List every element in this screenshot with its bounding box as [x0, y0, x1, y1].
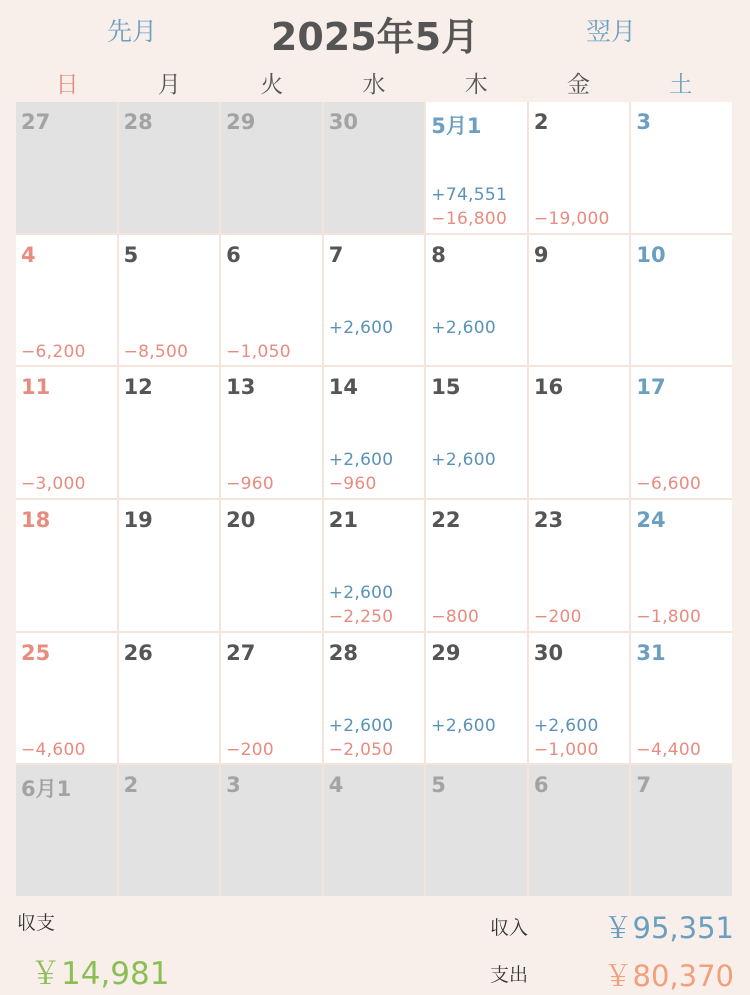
day-expense: −2,050 — [328, 739, 394, 760]
day-number: 24 — [636, 508, 666, 532]
expense-total: ￥80,370 — [603, 959, 734, 993]
previous-month-button[interactable]: 先月 — [107, 17, 158, 46]
day-number: 11 — [21, 375, 51, 400]
calendar-day-outside[interactable] — [119, 102, 220, 233]
calendar-day[interactable] — [221, 633, 322, 764]
calendar-day-outside[interactable] — [221, 102, 322, 233]
day-number: 27 — [21, 110, 51, 134]
day-expense: −3,000 — [21, 474, 86, 495]
day-income: +2,600 — [431, 715, 496, 736]
calendar-day[interactable] — [221, 367, 322, 498]
calendar-day[interactable] — [221, 235, 322, 366]
day-number: 6 — [226, 242, 241, 267]
calendar-day[interactable] — [529, 367, 630, 498]
day-number: 4 — [21, 242, 36, 267]
day-income: +2,600 — [431, 317, 496, 338]
day-number: 16 — [533, 375, 564, 400]
day-number: 5月1 — [431, 114, 482, 138]
calendar-day-outside[interactable] — [16, 102, 117, 233]
calendar-day-outside[interactable] — [324, 102, 425, 233]
weekday-thursday: 木 — [464, 72, 488, 98]
day-number: 23 — [533, 508, 564, 532]
day-number: 5 — [123, 242, 139, 267]
calendar-day[interactable] — [631, 235, 732, 366]
calendar-day[interactable] — [426, 633, 527, 764]
day-expense: −2,250 — [328, 607, 394, 627]
calendar-day[interactable] — [16, 367, 117, 498]
calendar-day-outside[interactable] — [529, 765, 630, 896]
calendar-day[interactable] — [221, 500, 322, 631]
day-number: 9 — [533, 242, 549, 267]
weekday-wednesday: 水 — [362, 72, 386, 98]
income-total: ￥95,351 — [603, 911, 734, 945]
day-expense: −4,600 — [21, 739, 86, 760]
day-number: 14 — [328, 375, 358, 400]
day-number: 28 — [123, 110, 153, 134]
calendar-day[interactable] — [324, 633, 425, 764]
day-expense: −960 — [328, 474, 377, 495]
day-number: 2 — [533, 110, 549, 134]
day-expense: −200 — [533, 607, 582, 627]
day-number: 2 — [123, 773, 139, 798]
weekday-monday: 月 — [157, 72, 181, 98]
day-income: +2,600 — [431, 450, 496, 471]
calendar-day[interactable] — [529, 102, 630, 233]
calendar-day[interactable] — [119, 235, 220, 366]
day-number: 30 — [328, 110, 358, 134]
day-income: +2,600 — [328, 715, 394, 736]
calendar-grid — [16, 102, 732, 896]
day-number: 22 — [431, 508, 461, 532]
day-expense: −960 — [226, 474, 275, 495]
calendar-day[interactable] — [631, 633, 732, 764]
day-number: 20 — [226, 508, 256, 532]
weekday-saturday: 土 — [669, 72, 693, 98]
day-number: 29 — [431, 640, 461, 665]
calendar-day[interactable] — [529, 235, 630, 366]
day-expense: −1,050 — [226, 341, 291, 362]
calendar-day[interactable] — [16, 235, 117, 366]
calendar-day[interactable] — [324, 367, 425, 498]
day-number: 29 — [226, 110, 256, 134]
calendar-day[interactable] — [324, 235, 425, 366]
day-number: 27 — [226, 640, 256, 665]
expense-label: 支出 — [490, 964, 529, 986]
day-expense: −19,000 — [533, 209, 610, 229]
calendar-day[interactable] — [16, 633, 117, 764]
day-number: 7 — [328, 242, 344, 267]
calendar-day[interactable] — [119, 633, 220, 764]
calendar-day[interactable] — [426, 500, 527, 631]
day-expense: −4,400 — [636, 739, 702, 760]
day-number: 4 — [328, 773, 344, 798]
day-number: 30 — [533, 640, 564, 665]
day-number: 31 — [636, 640, 666, 665]
day-expense: −6,200 — [21, 341, 86, 362]
summary-footer — [0, 896, 750, 993]
day-expense: −200 — [226, 739, 275, 760]
day-number: 10 — [636, 242, 666, 267]
day-number: 19 — [123, 508, 153, 532]
day-expense: −8,500 — [123, 341, 189, 362]
calendar-day-outside[interactable] — [16, 765, 117, 896]
day-number: 3 — [226, 773, 241, 798]
calendar-day[interactable] — [324, 500, 425, 631]
day-number: 6月1 — [21, 777, 72, 802]
day-income: +74,551 — [431, 185, 508, 205]
calendar-day[interactable] — [529, 633, 630, 764]
weekday-header-row — [16, 66, 732, 102]
month-title: 2025年5月 — [270, 15, 480, 59]
day-number: 18 — [21, 508, 51, 532]
day-number: 28 — [328, 640, 358, 665]
weekday-friday: 金 — [567, 72, 591, 98]
day-income: +2,600 — [328, 583, 394, 603]
day-expense: −800 — [431, 607, 480, 627]
day-number: 21 — [328, 508, 358, 532]
day-expense: −1,000 — [533, 739, 599, 760]
day-expense: −16,800 — [431, 209, 508, 229]
calendar-day[interactable] — [631, 367, 732, 498]
day-number: 12 — [123, 375, 153, 400]
day-expense: −6,600 — [636, 474, 702, 495]
day-income: +2,600 — [533, 715, 599, 736]
calendar-header — [0, 0, 750, 62]
calendar-day[interactable] — [426, 235, 527, 366]
day-income: +2,600 — [328, 450, 394, 471]
calendar-day[interactable] — [426, 367, 527, 498]
weekday-sunday: 日 — [55, 72, 79, 98]
balance-label: 収支 — [17, 912, 56, 934]
next-month-button[interactable]: 翌月 — [586, 17, 637, 46]
day-number: 5 — [431, 773, 446, 798]
calendar-day-outside[interactable] — [119, 765, 220, 896]
balance-value: ￥14,981 — [30, 956, 170, 992]
calendar-day[interactable] — [426, 102, 527, 233]
day-number: 25 — [21, 640, 51, 665]
day-number: 26 — [123, 640, 153, 665]
day-number: 7 — [636, 773, 652, 798]
day-expense: −1,800 — [636, 607, 702, 627]
weekday-tuesday: 火 — [260, 72, 284, 98]
day-number: 8 — [431, 242, 446, 267]
calendar-day[interactable] — [631, 500, 732, 631]
calendar-day-outside[interactable] — [324, 765, 425, 896]
calendar-day[interactable] — [119, 367, 220, 498]
calendar-day[interactable] — [119, 500, 220, 631]
day-number: 13 — [226, 375, 256, 400]
day-number: 15 — [431, 375, 461, 400]
calendar-day[interactable] — [16, 500, 117, 631]
calendar-day-outside[interactable] — [221, 765, 322, 896]
day-number: 3 — [636, 110, 652, 134]
calendar-day-outside[interactable] — [426, 765, 527, 896]
calendar-day[interactable] — [631, 102, 732, 233]
income-label: 収入 — [490, 917, 529, 939]
calendar-day[interactable] — [529, 500, 630, 631]
day-number: 17 — [636, 375, 666, 400]
calendar-day-outside[interactable] — [631, 765, 732, 896]
day-income: +2,600 — [328, 317, 394, 338]
day-number: 6 — [533, 773, 549, 798]
